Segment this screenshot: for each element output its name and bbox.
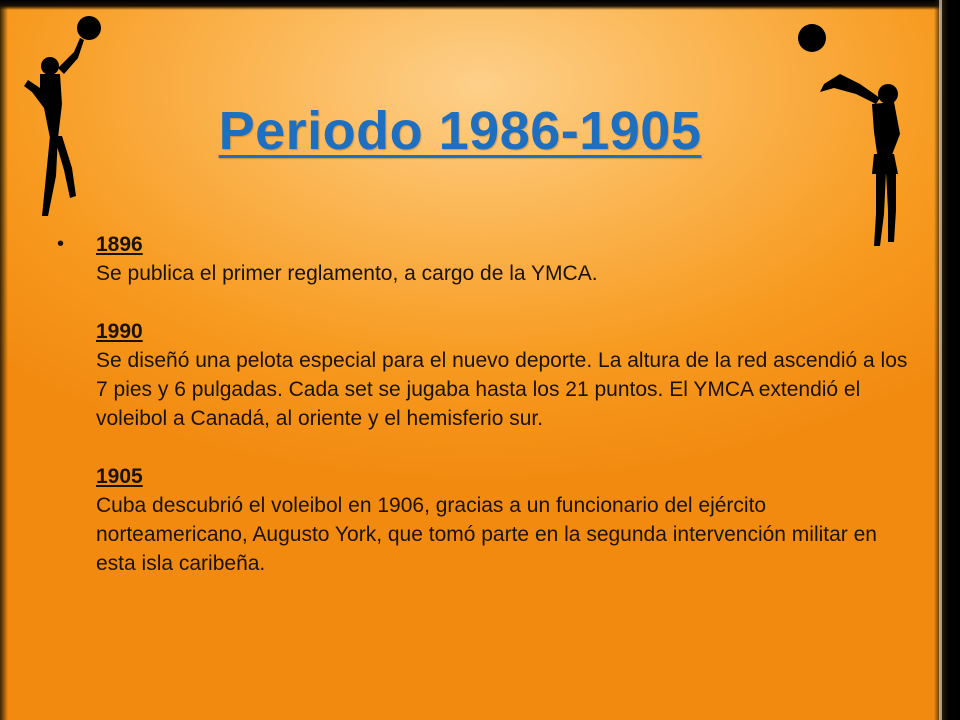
entry-year: 1990 — [96, 320, 143, 343]
entry-text: Cuba descubrió el voleibol en 1906, gracias a un funcionario del ejército norteamericano, Augusto York, que tomó parte en la segunda intervención militar en esta isla caribeña. — [96, 494, 877, 575]
entry-year: 1896 — [96, 233, 143, 256]
entry-1990 — [96, 317, 910, 433]
entry-text: Se publica el primer reglamento, a cargo de la YMCA. — [96, 262, 598, 285]
entry-list — [96, 230, 910, 578]
bullet-icon: • — [57, 233, 65, 255]
slide-content — [57, 230, 910, 607]
entry-text: Se diseñó una pelota especial para el nuevo deporte. La altura de la red ascendió a los 7 pies y 6 pulgadas. Cada set se jugaba hasta los 21 puntos. El YMCA extendió el voleibol a Canadá, al oriente y el hemisferio sur. — [96, 349, 908, 430]
slide-frame-top — [0, 0, 960, 10]
slide-title: Periodo 1986-1905 — [218, 101, 702, 161]
entry-1905 — [96, 462, 910, 578]
entry-year: 1905 — [96, 465, 143, 488]
slide-frame-right — [934, 0, 960, 720]
slide-frame-right-line — [939, 0, 942, 720]
entry-1896 — [96, 230, 910, 288]
